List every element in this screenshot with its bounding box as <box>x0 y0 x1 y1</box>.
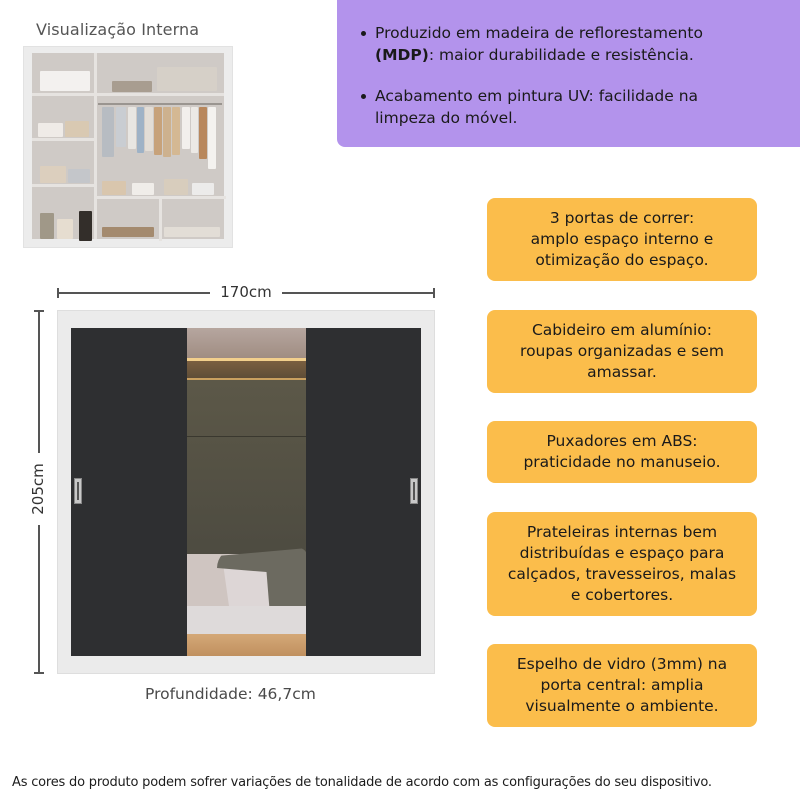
folded-clothes <box>68 169 90 183</box>
feature-line: Espelho de vidro (3mm) na <box>516 655 728 673</box>
pillows <box>40 71 90 91</box>
color-disclaimer: As cores do produto podem sofrer variações de tonalidade de acordo com as configurações do seu dispositivo. <box>12 775 712 790</box>
height-dimension-label: 205cm <box>27 453 49 525</box>
feature-handles <box>487 421 757 483</box>
bullet-mdp-line2: : maior durabilidade e resistência. <box>428 46 694 64</box>
hanging-garment <box>154 107 162 155</box>
door-handle-icon <box>410 478 418 504</box>
boxes <box>57 219 73 239</box>
bullet-uv-line2: limpeza do móvel. <box>375 109 518 127</box>
boots <box>79 211 92 241</box>
hanging-garment <box>199 107 207 159</box>
feature-line: roupas organizadas e sem <box>520 342 724 360</box>
feature-hanger-rail <box>487 310 757 393</box>
feature-line: visualmente o ambiente. <box>525 697 719 715</box>
feature-line: 3 portas de correr: <box>549 209 695 227</box>
hanging-garment <box>102 107 114 157</box>
bullet-mdp <box>375 22 785 66</box>
feature-line: distribuídas e espaço para <box>519 544 725 562</box>
mirror-reflection-floor <box>187 634 306 656</box>
feature-mirror <box>487 644 757 727</box>
mirror-reflection-ceiling <box>187 328 306 358</box>
feature-line: amplo espaço interno e <box>530 230 714 248</box>
feature-line: Cabideiro em alumínio: <box>531 321 712 339</box>
mirror-reflection-wood <box>187 361 306 379</box>
hanging-rail <box>98 103 222 105</box>
interior-view-title: Visualização Interna <box>36 20 200 39</box>
mirror-reflection-panel <box>187 436 306 437</box>
bullet-uv-line1: Acabamento em pintura UV: facilidade na <box>375 87 699 105</box>
door-handle-icon <box>74 478 82 504</box>
hanging-garment <box>182 107 190 149</box>
feature-line: porta central: amplia <box>540 676 704 694</box>
hanging-garment <box>116 107 126 147</box>
left-shelf-2 <box>32 184 94 187</box>
feature-line: e cobertores. <box>570 586 674 604</box>
feature-line: Puxadores em ABS: <box>546 432 698 450</box>
hanging-garment <box>163 107 171 157</box>
bullet-mdp-bold: (MDP) <box>375 46 429 64</box>
hanging-garment <box>208 107 216 169</box>
suitcase <box>157 67 217 91</box>
depth-dimension-label: Profundidade: 46,7cm <box>145 685 316 703</box>
hanging-garment <box>128 107 136 149</box>
folded-clothes <box>65 121 89 137</box>
materials-info-box <box>337 0 800 147</box>
mirror-reflection-wall <box>187 380 306 570</box>
feature-line: otimização do espaço. <box>535 251 709 269</box>
feature-shelves <box>487 512 757 616</box>
wardrobe-interior <box>32 53 224 239</box>
vertical-divider <box>94 53 97 239</box>
feature-sliding-doors <box>487 198 757 281</box>
folded-clothes <box>164 179 188 195</box>
feature-line: amassar. <box>587 363 657 381</box>
left-sliding-door <box>71 328 187 656</box>
bag <box>112 81 152 92</box>
top-shelf <box>32 93 224 96</box>
interior-view-image <box>23 46 233 248</box>
hanging-garment <box>172 107 180 155</box>
feature-line: praticidade no manuseio. <box>523 453 721 471</box>
mirror-reflection-rug <box>187 606 306 634</box>
feature-line: Prateleiras internas bem <box>526 523 718 541</box>
wardrobe-front <box>57 310 435 674</box>
left-shelf-1 <box>32 138 94 141</box>
shoes <box>164 227 220 237</box>
hanging-garment <box>137 107 144 153</box>
hanging-garment <box>145 107 153 151</box>
shoe-divider <box>159 196 162 241</box>
shoes <box>102 227 154 237</box>
folded-clothes <box>102 181 126 195</box>
bullet-mdp-line1: Produzido em madeira de reflorestamento <box>375 24 703 42</box>
folded-clothes <box>40 166 66 183</box>
folded-clothes <box>192 183 214 195</box>
folded-clothes <box>132 183 154 195</box>
folded-clothes <box>38 123 63 137</box>
width-dimension-label: 170cm <box>210 282 282 302</box>
bullet-uv <box>375 85 785 129</box>
mirror-door <box>187 328 306 656</box>
right-sliding-door <box>306 328 421 656</box>
feature-line: calçados, travesseiros, malas <box>507 565 737 583</box>
hanging-garment <box>191 107 198 153</box>
bag <box>40 213 54 239</box>
